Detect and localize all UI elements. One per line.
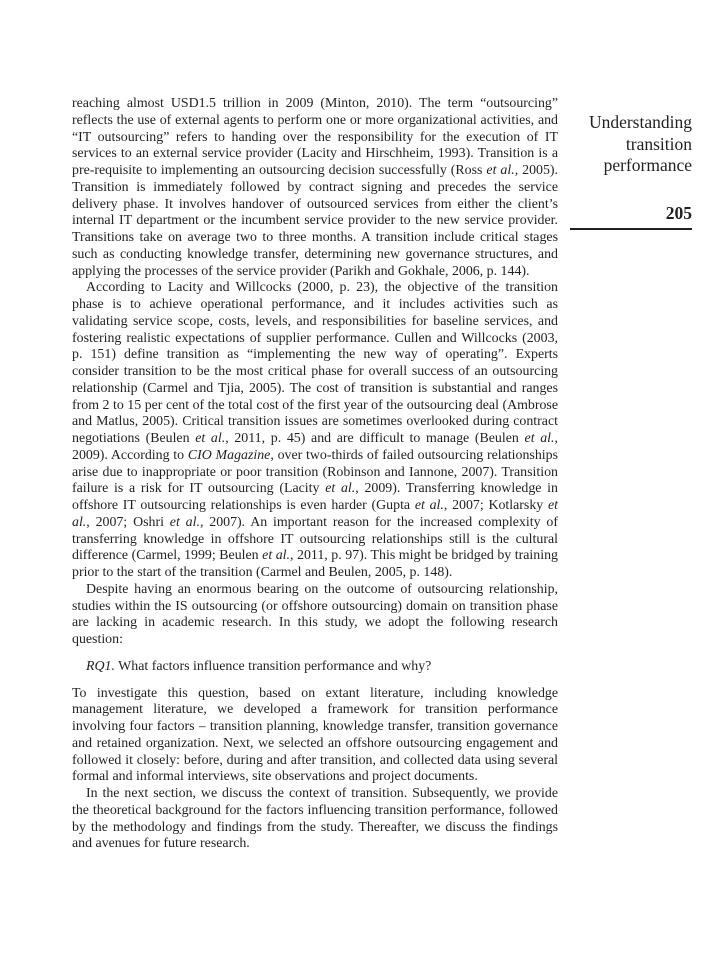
page-number: 205 — [665, 203, 692, 223]
running-head-line-2: transition — [625, 133, 692, 154]
paragraph-3: Despite having an enormous bearing on the outcome of outsourcing relationship, studies within the IS outsourcing (or offshore outsourcing) domain on transition phase are lacking in academic research. In this study, we adopt the following research question: — [72, 581, 558, 647]
research-question — [86, 659, 558, 676]
research-question-label: RQ1. — [86, 658, 115, 674]
running-head — [575, 112, 692, 177]
paragraph-1: reaching almost USD1.5 trillion in 2009 (Minton, 2010). The term “outsourcing” reflects the use of external agents to perform one or more organizational activities, and “IT outsourcing” refers to handing over the responsibility for the execution of IT services to an external service provider (Lacity and Hirschheim, 1993). Transition is a pre-requisite to implementing an outsourcing decision successfully (Ross et al., 2005). Transition is immediately followed by contract signing and precedes the service delivery phase. It involves handover of outsourced services from either the client’s internal IT department or the incumbent service provider to the new service provider. Transitions take on average two to three months. A transition include critical stages such as conducting knowledge transfer, determining new governance structures, and applying the processes of the service provider (Parikh and Gokhale, 2006, p. 144). — [72, 96, 559, 279]
paragraph-5: In the next section, we discuss the context of transition. Subsequently, we provide the theoretical background for the factors influencing transition performance, followed by the methodology and findings from the study. Thereafter, we discuss the findings and avenues for future research. — [72, 786, 558, 852]
research-question-text: What factors influence transition performance and why? — [114, 658, 432, 674]
page-number-rule — [570, 228, 692, 230]
paragraph-2: According to Lacity and Willcocks (2000, p. 23), the objective of the transition phase is to achieve operational performance, and it includes activities such as validating service scope, costs, levels, and responsibilities for baseline services, and fostering realistic expectations of supplier performance. Cullen and Willcocks (2003, p. 151) define transition as “implementing the new way of operating”. Experts consider transition to be the most critical phase for overall success of an outsourcing relationship (Carmel and Tjia, 2005). The cost of transition is substantial and ranges from 2 to 15 per cent of the total cost of the first year of the outsourcing deal (Ambrose and Matlus, 2005). Critical transition issues are sometimes overlooked during contract negotiations (Beulen et al., 2011, p. 45) and are difficult to manage (Beulen et al., 2009). According to CIO Magazine, over two-thirds of failed outsourcing relationships arise due to inappropriate or poor transition (Robinson and Iannone, 2007). Transition failure is a risk for IT outsourcing (Lacity et al., 2009). Transferring knowledge in offshore IT outsourcing relationships is even harder (Gupta et al., 2007; Kotlarsky et al., 2007; Oshri et al., 2007). An important reason for the increased complexity of transferring knowledge in offshore IT outsourcing relationships still is the cultural difference (Carmel, 1999; Beulen et al., 2011, p. 97). This might be bridged by training prior to the start of the transition (Carmel and Beulen, 2005, p. 148). — [72, 280, 558, 580]
body-text-column — [72, 96, 558, 853]
running-head-line-3: performance — [603, 155, 692, 175]
paragraph-4: To investigate this question, based on extant literature, including knowledge management literature, we developed a framework for transition performance involving four factors – transition planning, knowledge transfer, transition governance and retained organization. Next, we selected an offshore outsourcing engagement and followed it closely: before, during and after transition, and collected data using several formal and informal interviews, site observations and project documents. — [72, 685, 558, 785]
running-head-line-1: Understanding — [588, 112, 692, 132]
